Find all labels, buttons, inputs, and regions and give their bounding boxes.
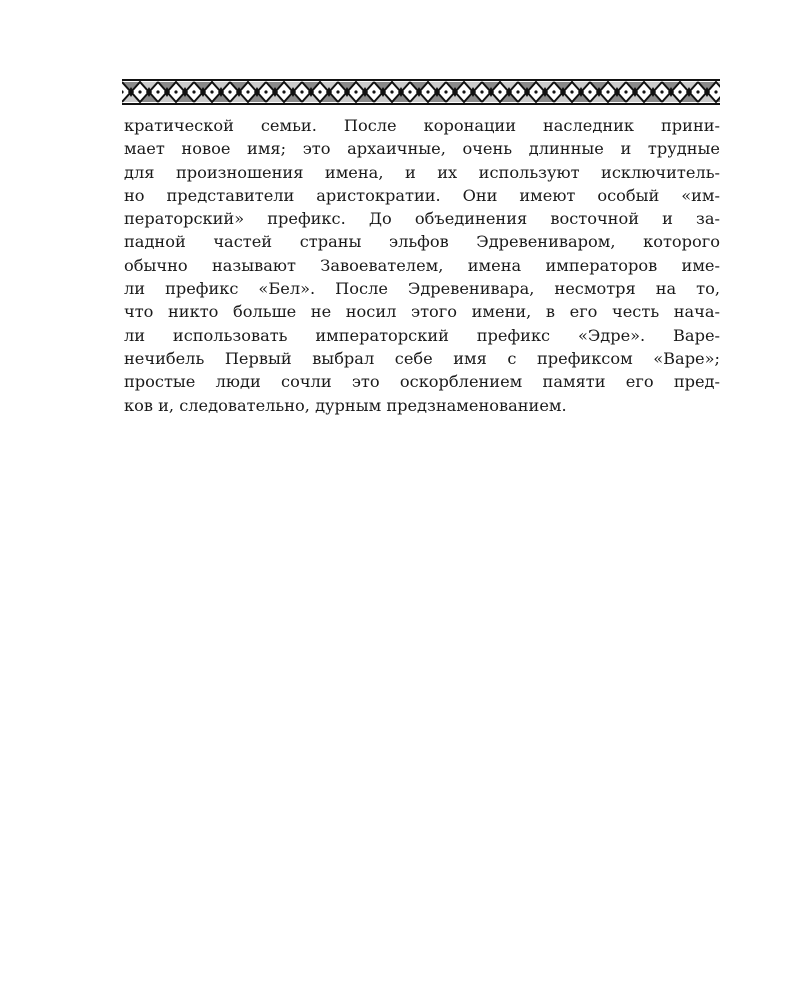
text-line: ли использовать императорский префикс «Эдре». Варе- [124, 325, 720, 345]
text-line: нечибель Первый выбрал себе имя с префиксом «Варе»; [124, 348, 720, 368]
text-line: что никто больше не носил этого имени, в его честь нача- [124, 302, 720, 322]
text-line: ли префикс «Бел». После Эдревенивара, несмотря на то, [124, 279, 720, 299]
text-line: простые люди сочли это оскорблением памяти его пред- [124, 372, 720, 392]
text-line: кратической семьи. После коронации наследник прини- [124, 116, 720, 135]
decorative-ornament-band [122, 79, 720, 105]
text-line: падной частей страны эльфов Эдревениваром, которого [124, 232, 720, 252]
text-line: для произношения имена, и их используют исключитель- [124, 162, 720, 182]
text-line: мает новое имя; это архаичные, очень длинные и трудные [124, 139, 720, 159]
text-line: но представители аристократии. Они имеют особый «им- [124, 185, 720, 205]
text-line: обычно называют Завоевателем, имена императоров име- [124, 255, 720, 275]
body-text [124, 114, 720, 417]
text-line: ператорский» префикс. До объединения восточной и за- [124, 209, 720, 229]
text-line: ков и, следовательно, дурным предзнаменованием. [124, 395, 567, 415]
